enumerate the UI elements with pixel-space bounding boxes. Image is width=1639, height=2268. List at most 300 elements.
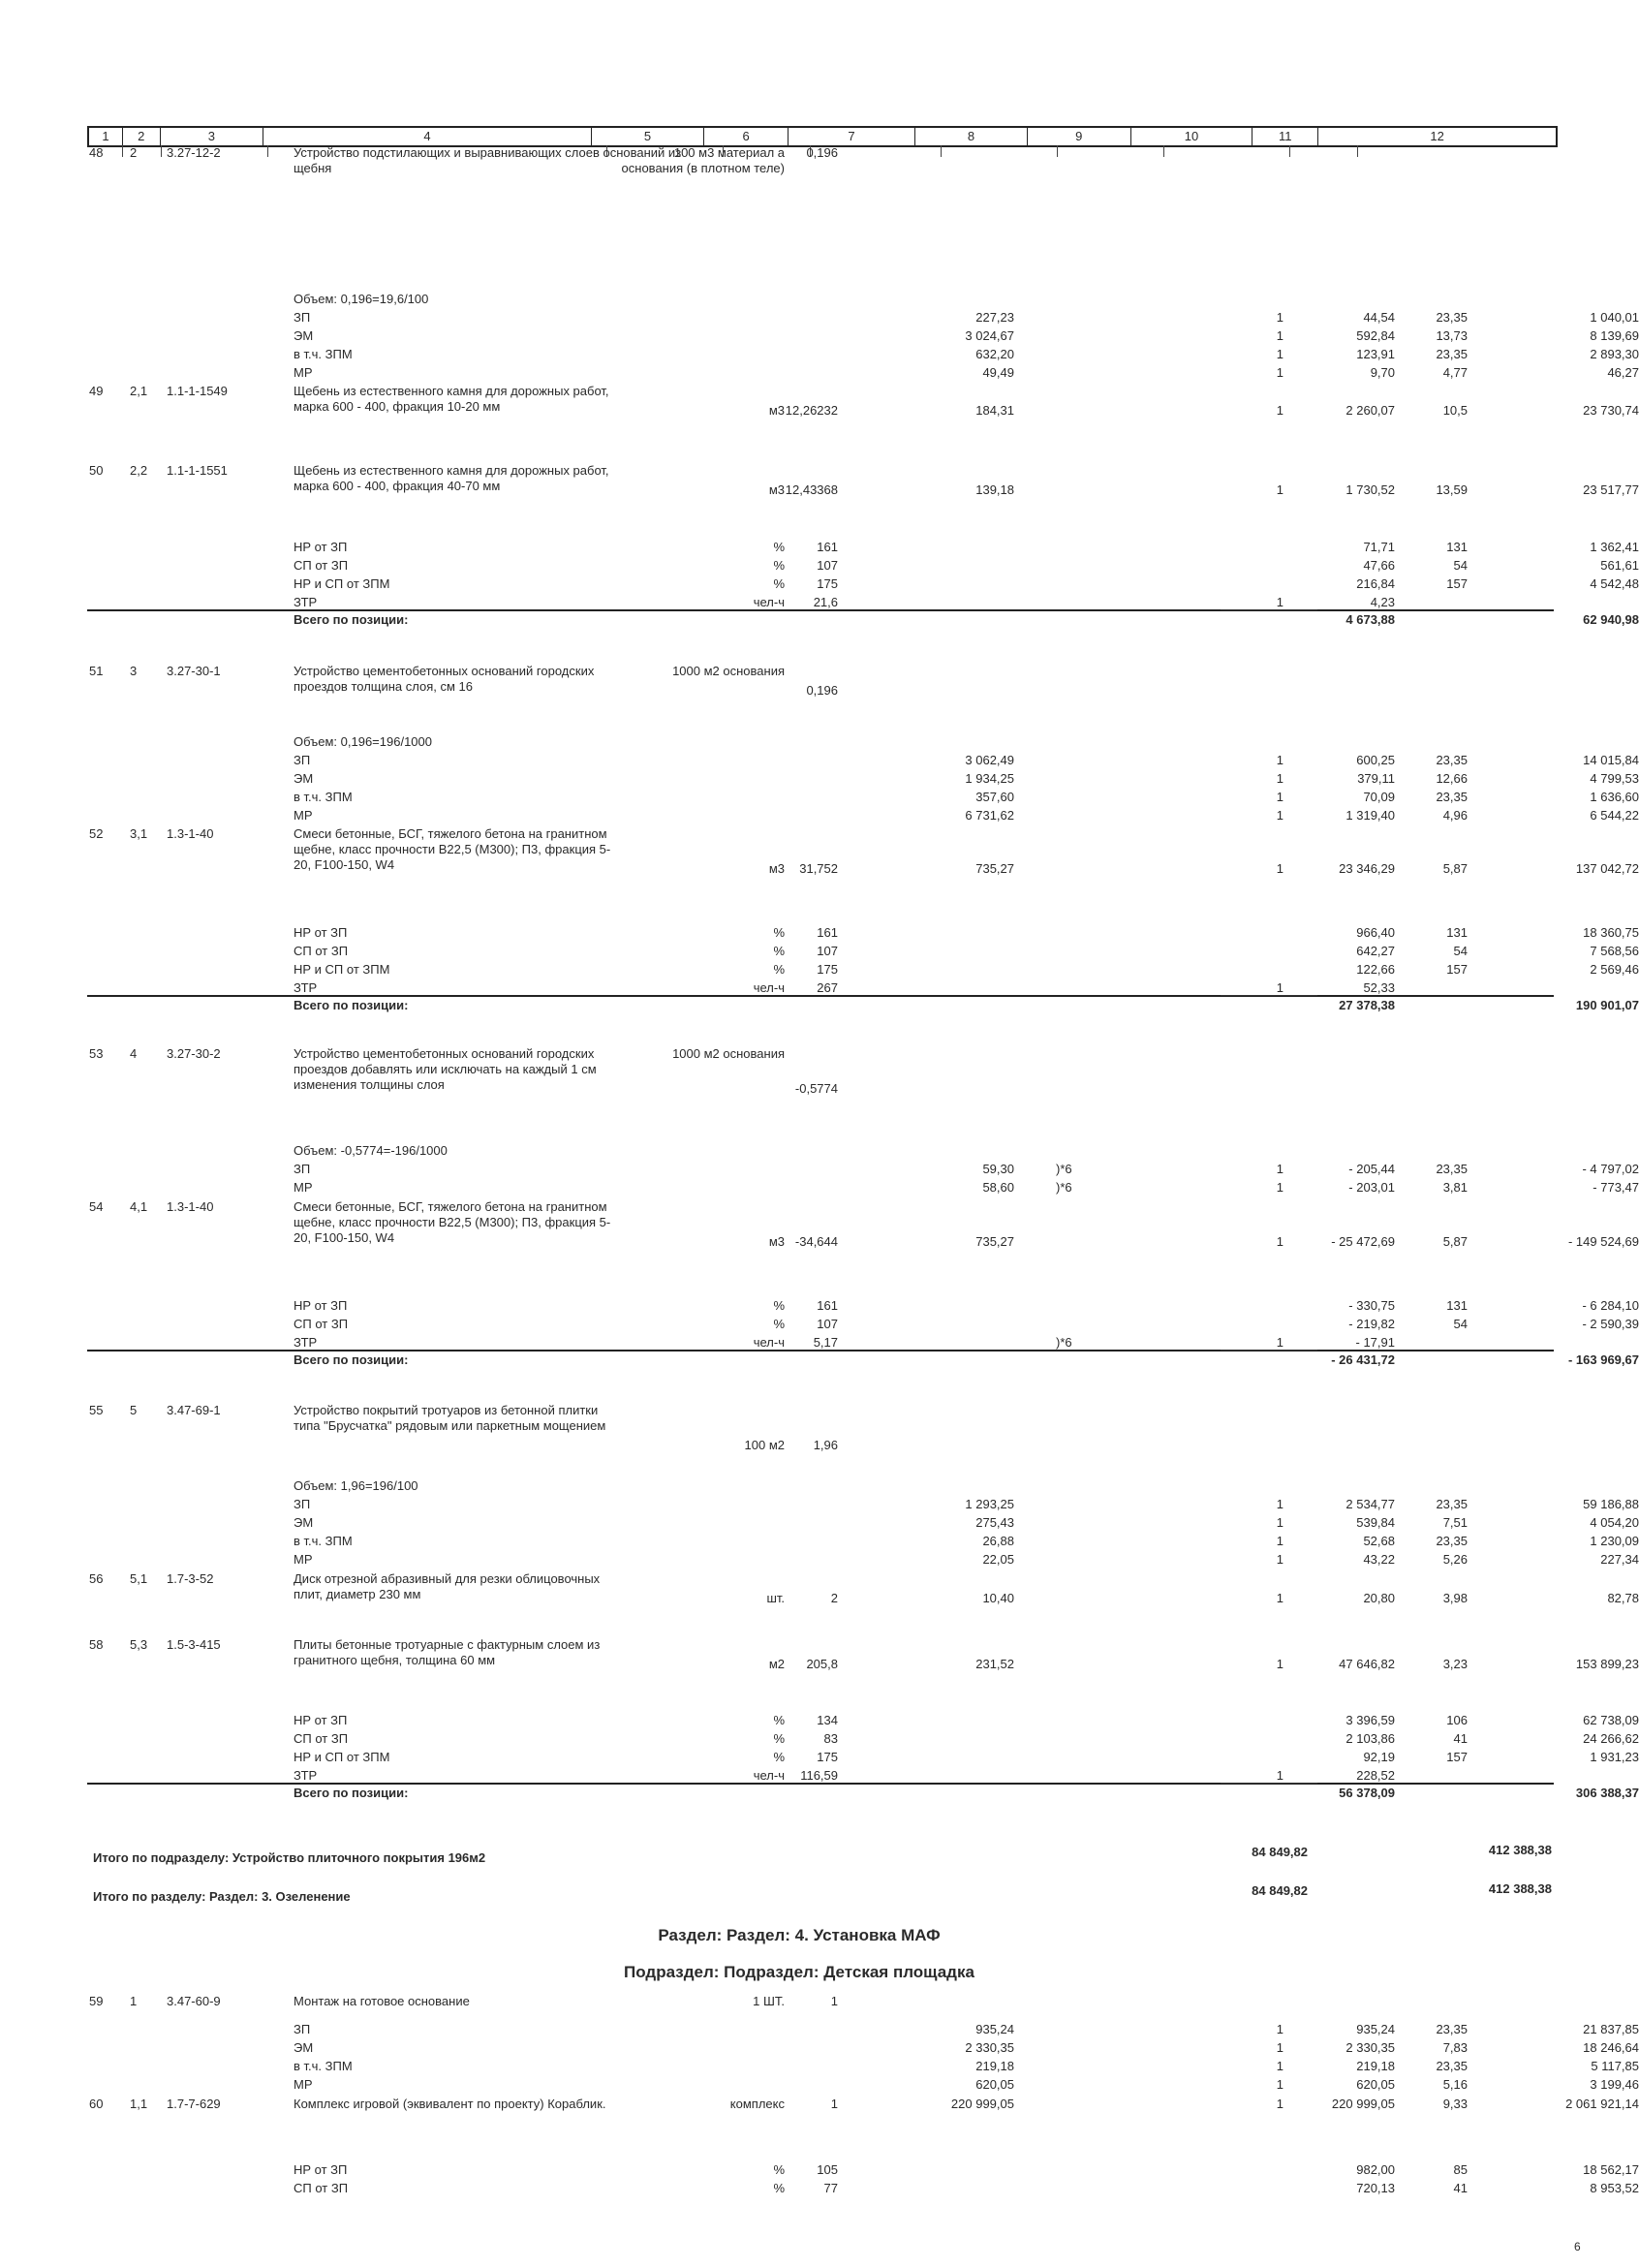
cell-c9: 1 bbox=[1276, 2040, 1283, 2055]
cell-c10: - 219,82 bbox=[1348, 1317, 1395, 1331]
cell-c11: 23,35 bbox=[1436, 347, 1468, 361]
cell-c12: 23 517,77 bbox=[1583, 482, 1639, 497]
cell-c11: 131 bbox=[1446, 1298, 1468, 1313]
cell-c10: 935,24 bbox=[1356, 2022, 1395, 2036]
cell-c12: 2 893,30 bbox=[1590, 347, 1639, 361]
cell-c12: 2 569,46 bbox=[1590, 962, 1639, 977]
cell-c6: 267 bbox=[817, 980, 838, 995]
cell-c6: -0,5774 bbox=[794, 1081, 838, 1096]
cell-c6: 205,8 bbox=[806, 1657, 838, 1671]
cell-c4: Всего по позиции: bbox=[294, 612, 409, 627]
col-separator bbox=[941, 145, 942, 157]
cell-c10: 216,84 bbox=[1356, 576, 1395, 591]
cell-c9: 1 bbox=[1276, 1534, 1283, 1548]
cell-c1: 58 bbox=[89, 1637, 104, 1652]
page-number: 6 bbox=[1574, 2240, 1581, 2253]
cell-c10: - 330,75 bbox=[1348, 1298, 1395, 1313]
cell-c4: Объем: 0,196=19,6/100 bbox=[294, 292, 429, 306]
cell-c7: 935,24 bbox=[975, 2022, 1014, 2036]
cell-c9: 1 bbox=[1276, 1335, 1283, 1350]
cell-c4: Устройство покрытий тротуаров из бетонной плитки типа "Брусчатка" рядовым или паркетным мощением bbox=[294, 1403, 606, 1433]
cell-c5: % bbox=[773, 962, 785, 977]
cell-c6: 12,26232 bbox=[785, 403, 838, 418]
cell-c5: м3 bbox=[768, 1234, 785, 1249]
cell-c10: 228,52 bbox=[1356, 1768, 1395, 1783]
cell-c10: 52,33 bbox=[1363, 980, 1395, 995]
cell-c10: 122,66 bbox=[1356, 962, 1395, 977]
header-col-10: 10 bbox=[1131, 128, 1253, 145]
cell-c4: Монтаж на готовое основание bbox=[294, 1994, 470, 2008]
cell-c11: 13,59 bbox=[1436, 482, 1468, 497]
cell-c10: 3 396,59 bbox=[1345, 1713, 1395, 1727]
cell-c7: 220 999,05 bbox=[950, 2097, 1014, 2111]
cell-c10: 9,70 bbox=[1370, 365, 1395, 380]
cell-c4: в т.ч. ЗПМ bbox=[294, 347, 353, 361]
cell-c9: 1 bbox=[1276, 2097, 1283, 2111]
cell-c1: 50 bbox=[89, 463, 104, 478]
cell-c5: % bbox=[773, 1713, 785, 1727]
cell-c10: - 203,01 bbox=[1348, 1180, 1395, 1195]
cell-c4: в т.ч. ЗПМ bbox=[294, 1534, 353, 1548]
cell-c11: 131 bbox=[1446, 925, 1468, 940]
cell-c9: 1 bbox=[1276, 771, 1283, 786]
cell-c6: 116,59 bbox=[800, 1768, 838, 1783]
cell-c7: 49,49 bbox=[982, 365, 1014, 380]
cell-c9: 1 bbox=[1276, 1591, 1283, 1605]
cell-c3: 1.3-1-40 bbox=[167, 826, 214, 841]
cell-c10: - 26 431,72 bbox=[1331, 1352, 1395, 1367]
cell-c12: 8 953,52 bbox=[1590, 2181, 1639, 2195]
cell-c8: )*6 bbox=[1056, 1180, 1072, 1195]
cell-c12: 1 230,09 bbox=[1590, 1534, 1639, 1548]
cell-c9: 1 bbox=[1276, 1515, 1283, 1530]
cell-c10: 600,25 bbox=[1356, 753, 1395, 767]
cell-c4: ЭМ bbox=[294, 771, 314, 786]
cell-c9: 1 bbox=[1276, 753, 1283, 767]
cell-c5: 100 м3 материал а основания (в плотном теле) bbox=[621, 145, 785, 175]
cell-c7: 735,27 bbox=[975, 861, 1014, 876]
position-divider bbox=[87, 1783, 1554, 1785]
cell-c12: 6 544,22 bbox=[1590, 808, 1639, 823]
cell-c10: 220 999,05 bbox=[1331, 2097, 1395, 2111]
cell-c1: 59 bbox=[89, 1994, 104, 2008]
cell-c8: )*6 bbox=[1056, 1162, 1072, 1176]
cell-c12: 82,78 bbox=[1607, 1591, 1639, 1605]
header-col-12: 12 bbox=[1430, 129, 1444, 143]
cell-c3: 1.1-1-1549 bbox=[167, 384, 228, 398]
cell-c11: 23,35 bbox=[1436, 1162, 1468, 1176]
cell-c10: - 25 472,69 bbox=[1331, 1234, 1395, 1249]
cell-c4: НР от ЗП bbox=[294, 1713, 348, 1727]
cell-c6: 1 bbox=[830, 1994, 838, 2008]
cell-c10: 982,00 bbox=[1356, 2162, 1395, 2177]
cell-c11: 157 bbox=[1446, 962, 1468, 977]
total-underline bbox=[1221, 1783, 1317, 1784]
cell-c6: 107 bbox=[817, 1317, 838, 1331]
cell-c6: 83 bbox=[823, 1731, 838, 1746]
cell-c7: 735,27 bbox=[975, 1234, 1014, 1249]
cell-c12: 306 388,37 bbox=[1575, 1786, 1639, 1800]
cell-c4: МР bbox=[294, 1552, 313, 1567]
cell-c12: 5 117,85 bbox=[1591, 2059, 1639, 2073]
cell-c3: 3.27-12-2 bbox=[167, 145, 221, 160]
cell-c10: 219,18 bbox=[1356, 2059, 1395, 2073]
cell-c4: Устройство цементобетонных оснований городских проездов добавлять или исключать на каждый 1 см изменения толщины слоя bbox=[294, 1046, 597, 1092]
col-separator bbox=[122, 145, 123, 157]
cell-c4: Комплекс игровой (эквивалент по проекту) Кораблик. bbox=[294, 2097, 606, 2111]
cell-c6: 31,752 bbox=[799, 861, 838, 876]
cell-c4: НР и СП от ЗПМ bbox=[294, 962, 390, 977]
cell-c10: 592,84 bbox=[1356, 328, 1395, 343]
cell-c9: 1 bbox=[1276, 790, 1283, 804]
cell-c9: 1 bbox=[1276, 2022, 1283, 2036]
subsection-title: Подраздел: Подраздел: Детская площадка bbox=[624, 1963, 974, 1981]
cell-c12: 1 636,60 bbox=[1590, 790, 1639, 804]
cell-c12: 23 730,74 bbox=[1583, 403, 1639, 418]
cell-c12: 1 362,41 bbox=[1590, 540, 1639, 554]
cell-c10: 2 534,77 bbox=[1345, 1497, 1395, 1511]
col-separator bbox=[1357, 145, 1358, 157]
total-underline bbox=[1221, 995, 1317, 996]
cell-c7: 22,05 bbox=[982, 1552, 1014, 1567]
cell-c1: 53 bbox=[89, 1046, 104, 1061]
cell-c6: 1 bbox=[830, 2097, 838, 2111]
cell-c5: 1000 м2 основания bbox=[672, 1046, 785, 1061]
cell-c11: 3,98 bbox=[1442, 1591, 1468, 1605]
total-underline bbox=[1221, 1350, 1317, 1351]
cell-c10: 966,40 bbox=[1356, 925, 1395, 940]
cell-c8: )*6 bbox=[1056, 1335, 1072, 1350]
cell-c12: 1 931,23 bbox=[1590, 1750, 1639, 1764]
cell-c2: 5 bbox=[130, 1403, 138, 1417]
cell-c2: 2 bbox=[130, 145, 138, 160]
cell-c11: 23,35 bbox=[1436, 2059, 1468, 2073]
cell-c4: Объем: -0,5774=-196/1000 bbox=[294, 1143, 448, 1158]
cell-c5: чел-ч bbox=[753, 1768, 785, 1783]
cell-c10: - 17,91 bbox=[1355, 1335, 1395, 1350]
cell-c11: 7,83 bbox=[1442, 2040, 1468, 2055]
cell-c2: 3,1 bbox=[130, 826, 148, 841]
cell-c4: НР и СП от ЗПМ bbox=[294, 576, 390, 591]
cell-c12: 18 562,17 bbox=[1583, 2162, 1639, 2177]
cell-c12: 14 015,84 bbox=[1583, 753, 1639, 767]
summary-col10: 84 849,82 bbox=[1252, 1845, 1308, 1859]
cell-c2: 5,1 bbox=[130, 1571, 148, 1586]
cell-c9: 1 bbox=[1276, 1657, 1283, 1671]
cell-c1: 55 bbox=[89, 1403, 104, 1417]
cell-c6: 0,196 bbox=[806, 145, 838, 160]
cell-c4: Устройство цементобетонных оснований городских проездов толщина слоя, см 16 bbox=[294, 664, 595, 694]
header-col-1: 1 bbox=[89, 128, 123, 145]
cell-c10: 20,80 bbox=[1363, 1591, 1395, 1605]
cell-c10: 539,84 bbox=[1356, 1515, 1395, 1530]
cell-c6: 175 bbox=[817, 576, 838, 591]
cell-c6: -34,644 bbox=[794, 1234, 838, 1249]
cell-c12: 18 360,75 bbox=[1583, 925, 1639, 940]
cell-c5: % bbox=[773, 2181, 785, 2195]
header-col-7: 7 bbox=[789, 128, 915, 145]
cell-c7: 1 934,25 bbox=[965, 771, 1014, 786]
cell-c10: 44,54 bbox=[1363, 310, 1395, 325]
cell-c4: ЗП bbox=[294, 310, 311, 325]
cell-c10: 70,09 bbox=[1363, 790, 1395, 804]
cell-c3: 3.47-60-9 bbox=[167, 1994, 221, 2008]
cell-c11: 4,77 bbox=[1442, 365, 1468, 380]
cell-c7: 632,20 bbox=[975, 347, 1014, 361]
cell-c10: 1 730,52 bbox=[1345, 482, 1395, 497]
cell-c11: 23,35 bbox=[1436, 1534, 1468, 1548]
cell-c11: 5,16 bbox=[1442, 2077, 1468, 2092]
cell-c9: 1 bbox=[1276, 1234, 1283, 1249]
cell-c12: 2 061 921,14 bbox=[1565, 2097, 1639, 2111]
cell-c5: % bbox=[773, 2162, 785, 2177]
cell-c12: 1 040,01 bbox=[1590, 310, 1639, 325]
cell-c7: 58,60 bbox=[982, 1180, 1014, 1195]
summary-col12: 412 388,38 bbox=[1488, 1881, 1552, 1896]
cell-c6: 107 bbox=[817, 944, 838, 958]
cell-c5: % bbox=[773, 1731, 785, 1746]
cell-c11: 157 bbox=[1446, 576, 1468, 591]
cell-c7: 1 293,25 bbox=[965, 1497, 1014, 1511]
cell-c12: - 163 969,67 bbox=[1567, 1352, 1639, 1367]
header-col-6: 6 bbox=[704, 128, 789, 145]
cell-c9: 1 bbox=[1276, 1180, 1283, 1195]
cell-c11: 54 bbox=[1453, 1317, 1468, 1331]
cell-c2: 5,3 bbox=[130, 1637, 148, 1652]
cell-c12: 3 199,46 bbox=[1590, 2077, 1639, 2092]
cell-c5: 1000 м2 основания bbox=[672, 664, 785, 678]
cell-c4: в т.ч. ЗПМ bbox=[294, 790, 353, 804]
cell-c11: 23,35 bbox=[1436, 790, 1468, 804]
cell-c4: МР bbox=[294, 808, 313, 823]
table-header bbox=[87, 126, 1558, 147]
position-divider bbox=[87, 995, 1554, 997]
cell-c7: 59,30 bbox=[982, 1162, 1014, 1176]
cell-c11: 41 bbox=[1453, 1731, 1468, 1746]
cell-c5: м2 bbox=[768, 1657, 785, 1671]
cell-c12: 4 542,48 bbox=[1590, 576, 1639, 591]
col-separator bbox=[1057, 145, 1058, 157]
cell-c5: % bbox=[773, 558, 785, 573]
cell-c11: 7,51 bbox=[1442, 1515, 1468, 1530]
cell-c11: 131 bbox=[1446, 540, 1468, 554]
cell-c5: % bbox=[773, 944, 785, 958]
cell-c6: 105 bbox=[817, 2162, 838, 2177]
cell-c1: 52 bbox=[89, 826, 104, 841]
cell-c11: 23,35 bbox=[1436, 310, 1468, 325]
cell-c10: 27 378,38 bbox=[1339, 998, 1395, 1012]
cell-c12: - 149 524,69 bbox=[1567, 1234, 1639, 1249]
cell-c2: 3 bbox=[130, 664, 138, 678]
col-separator bbox=[1289, 145, 1290, 157]
cell-c11: 23,35 bbox=[1436, 1497, 1468, 1511]
cell-c2: 2,2 bbox=[130, 463, 148, 478]
cell-c10: 620,05 bbox=[1356, 2077, 1395, 2092]
cell-c12: 4 054,20 bbox=[1590, 1515, 1639, 1530]
cell-c4: СП от ЗП bbox=[294, 1731, 349, 1746]
cell-c6: 2 bbox=[830, 1591, 838, 1605]
position-divider bbox=[87, 609, 1554, 611]
cell-c10: 23 346,29 bbox=[1339, 861, 1395, 876]
cell-c4: СП от ЗП bbox=[294, 1317, 349, 1331]
cell-c9: 1 bbox=[1276, 980, 1283, 995]
position-divider bbox=[87, 1350, 1554, 1351]
cell-c5: % bbox=[773, 576, 785, 591]
cell-c12: - 6 284,10 bbox=[1582, 1298, 1639, 1313]
cell-c11: 54 bbox=[1453, 558, 1468, 573]
cell-c11: 13,73 bbox=[1436, 328, 1468, 343]
cell-c10: 720,13 bbox=[1356, 2181, 1395, 2195]
cell-c12: 62 738,09 bbox=[1583, 1713, 1639, 1727]
cell-c3: 3.27-30-1 bbox=[167, 664, 221, 678]
cell-c7: 184,31 bbox=[975, 403, 1014, 418]
cell-c4: Смеси бетонные, БСГ, тяжелого бетона на гранитном щебне, класс прочности В22,5 (М300); П3, фракция 5-20, F100-150, W4 bbox=[294, 1199, 611, 1245]
cell-c4: ЗТР bbox=[294, 980, 318, 995]
cell-c11: 10,5 bbox=[1442, 403, 1468, 418]
cell-c10: 642,27 bbox=[1356, 944, 1395, 958]
cell-c7: 3 062,49 bbox=[965, 753, 1014, 767]
cell-c4: НР от ЗП bbox=[294, 1298, 348, 1313]
cell-c9: 1 bbox=[1276, 310, 1283, 325]
cell-c4: МР bbox=[294, 1180, 313, 1195]
cell-c5: чел-ч bbox=[753, 595, 785, 609]
cell-c4: НР от ЗП bbox=[294, 540, 348, 554]
cell-c4: Всего по позиции: bbox=[294, 1352, 409, 1367]
cell-c6: 175 bbox=[817, 962, 838, 977]
cell-c12: 21 837,85 bbox=[1583, 2022, 1639, 2036]
col-separator bbox=[1163, 145, 1164, 157]
cell-c5: 1 ШТ. bbox=[753, 1994, 785, 2008]
cell-c10: 92,19 bbox=[1363, 1750, 1395, 1764]
cell-c9: 1 bbox=[1276, 861, 1283, 876]
cell-c4: в т.ч. ЗПМ bbox=[294, 2059, 353, 2073]
cell-c7: 357,60 bbox=[975, 790, 1014, 804]
cell-c11: 5,87 bbox=[1442, 861, 1468, 876]
cell-c12: 62 940,98 bbox=[1583, 612, 1639, 627]
cell-c11: 54 bbox=[1453, 944, 1468, 958]
summary-col12: 412 388,38 bbox=[1488, 1843, 1552, 1857]
cell-c5: чел-ч bbox=[753, 980, 785, 995]
cell-c1: 49 bbox=[89, 384, 104, 398]
cell-c11: 3,23 bbox=[1442, 1657, 1468, 1671]
header-col-11: 11 bbox=[1252, 128, 1318, 145]
cell-c9: 1 bbox=[1276, 347, 1283, 361]
cell-c4: Плиты бетонные тротуарные с фактурным слоем из гранитного щебня, толщина 60 мм bbox=[294, 1637, 601, 1667]
cell-c11: 5,26 bbox=[1442, 1552, 1468, 1567]
header-col-5: 5 bbox=[592, 128, 704, 145]
cell-c4: ЗТР bbox=[294, 1335, 318, 1350]
cell-c11: 85 bbox=[1453, 2162, 1468, 2177]
cell-c10: 56 378,09 bbox=[1339, 1786, 1395, 1800]
cell-c12: 59 186,88 bbox=[1583, 1497, 1639, 1511]
cell-c11: 157 bbox=[1446, 1750, 1468, 1764]
total-underline bbox=[1221, 609, 1317, 610]
cell-c4: ЭМ bbox=[294, 2040, 314, 2055]
cell-c11: 4,96 bbox=[1442, 808, 1468, 823]
cell-c4: ЗП bbox=[294, 1162, 311, 1176]
cell-c9: 1 bbox=[1276, 1768, 1283, 1783]
cell-c5: м3 bbox=[768, 861, 785, 876]
cell-c10: 123,91 bbox=[1356, 347, 1395, 361]
cell-c4: СП от ЗП bbox=[294, 558, 349, 573]
cell-c10: 379,11 bbox=[1357, 771, 1395, 786]
cell-c4: Диск отрезной абразивный для резки облицовочных плит, диаметр 230 мм bbox=[294, 1571, 601, 1601]
cell-c10: 52,68 bbox=[1363, 1534, 1395, 1548]
cell-c12: 24 266,62 bbox=[1583, 1731, 1639, 1746]
cell-c9: 1 bbox=[1276, 403, 1283, 418]
cell-c7: 275,43 bbox=[975, 1515, 1014, 1530]
cell-c12: 153 899,23 bbox=[1575, 1657, 1639, 1671]
cell-c4: НР от ЗП bbox=[294, 2162, 348, 2177]
cell-c9: 1 bbox=[1276, 482, 1283, 497]
cell-c1: 51 bbox=[89, 664, 104, 678]
cell-c3: 1.7-7-629 bbox=[167, 2097, 221, 2111]
cell-c5: шт. bbox=[766, 1591, 785, 1605]
cell-c9: 1 bbox=[1276, 328, 1283, 343]
cell-c11: 106 bbox=[1446, 1713, 1468, 1727]
cell-c12: - 4 797,02 bbox=[1582, 1162, 1639, 1176]
cell-c1: 48 bbox=[89, 145, 104, 160]
cell-c4: ЗТР bbox=[294, 1768, 318, 1783]
cell-c4: МР bbox=[294, 365, 313, 380]
cell-c12: 137 042,72 bbox=[1575, 861, 1639, 876]
cell-c7: 139,18 bbox=[975, 482, 1014, 497]
cell-c11: 3,81 bbox=[1442, 1180, 1468, 1195]
cell-c4: Щебень из естественного камня для дорожных работ, марка 600 - 400, фракция 40-70 мм bbox=[294, 463, 609, 493]
cell-c3: 1.3-1-40 bbox=[167, 1199, 214, 1214]
cell-c6: 134 bbox=[817, 1713, 838, 1727]
cell-c4: Устройство подстилающих и выравнивающих слоев оснований из щебня bbox=[294, 145, 682, 175]
cell-c1: 54 bbox=[89, 1199, 104, 1214]
header-col-9: 9 bbox=[1028, 128, 1130, 145]
cell-c10: 4,23 bbox=[1370, 595, 1395, 609]
cell-c11: 9,33 bbox=[1442, 2097, 1468, 2111]
cell-c4: Объем: 0,196=196/1000 bbox=[294, 734, 432, 749]
summary-label: Итого по разделу: Раздел: 3. Озеленение bbox=[93, 1889, 351, 1904]
cell-c10: 47 646,82 bbox=[1339, 1657, 1395, 1671]
header-col-8: 8 bbox=[915, 128, 1028, 145]
summary-col10: 84 849,82 bbox=[1252, 1883, 1308, 1898]
cell-c9: 1 bbox=[1276, 808, 1283, 823]
cell-c3: 1.7-3-52 bbox=[167, 1571, 214, 1586]
cell-c9: 1 bbox=[1276, 1552, 1283, 1567]
cell-c10: 47,66 bbox=[1363, 558, 1395, 573]
cell-c11: 23,35 bbox=[1436, 753, 1468, 767]
cell-c10: 2 103,86 bbox=[1345, 1731, 1395, 1746]
cell-c6: 175 bbox=[817, 1750, 838, 1764]
cell-c12: - 2 590,39 bbox=[1582, 1317, 1639, 1331]
cell-c12: 7 568,56 bbox=[1590, 944, 1639, 958]
cell-c2: 2,1 bbox=[130, 384, 148, 398]
cell-c12: 227,34 bbox=[1600, 1552, 1639, 1567]
cell-c4: СП от ЗП bbox=[294, 944, 349, 958]
cell-c4: Объем: 1,96=196/100 bbox=[294, 1478, 418, 1493]
cell-c7: 3 024,67 bbox=[965, 328, 1014, 343]
section-title: Раздел: Раздел: 4. Установка МАФ bbox=[658, 1926, 941, 1944]
cell-c6: 5,17 bbox=[813, 1335, 838, 1350]
cell-c6: 77 bbox=[823, 2181, 838, 2195]
cell-c7: 219,18 bbox=[975, 2059, 1014, 2073]
cell-c4: НР от ЗП bbox=[294, 925, 348, 940]
header-col-3: 3 bbox=[161, 128, 263, 145]
cell-c6: 161 bbox=[817, 925, 838, 940]
cell-c2: 1 bbox=[130, 1994, 138, 2008]
cell-c4: ЗП bbox=[294, 2022, 311, 2036]
cell-c3: 1.5-3-415 bbox=[167, 1637, 221, 1652]
cell-c4: СП от ЗП bbox=[294, 2181, 349, 2195]
cell-c10: 71,71 bbox=[1363, 540, 1395, 554]
cell-c6: 12,43368 bbox=[785, 482, 838, 497]
